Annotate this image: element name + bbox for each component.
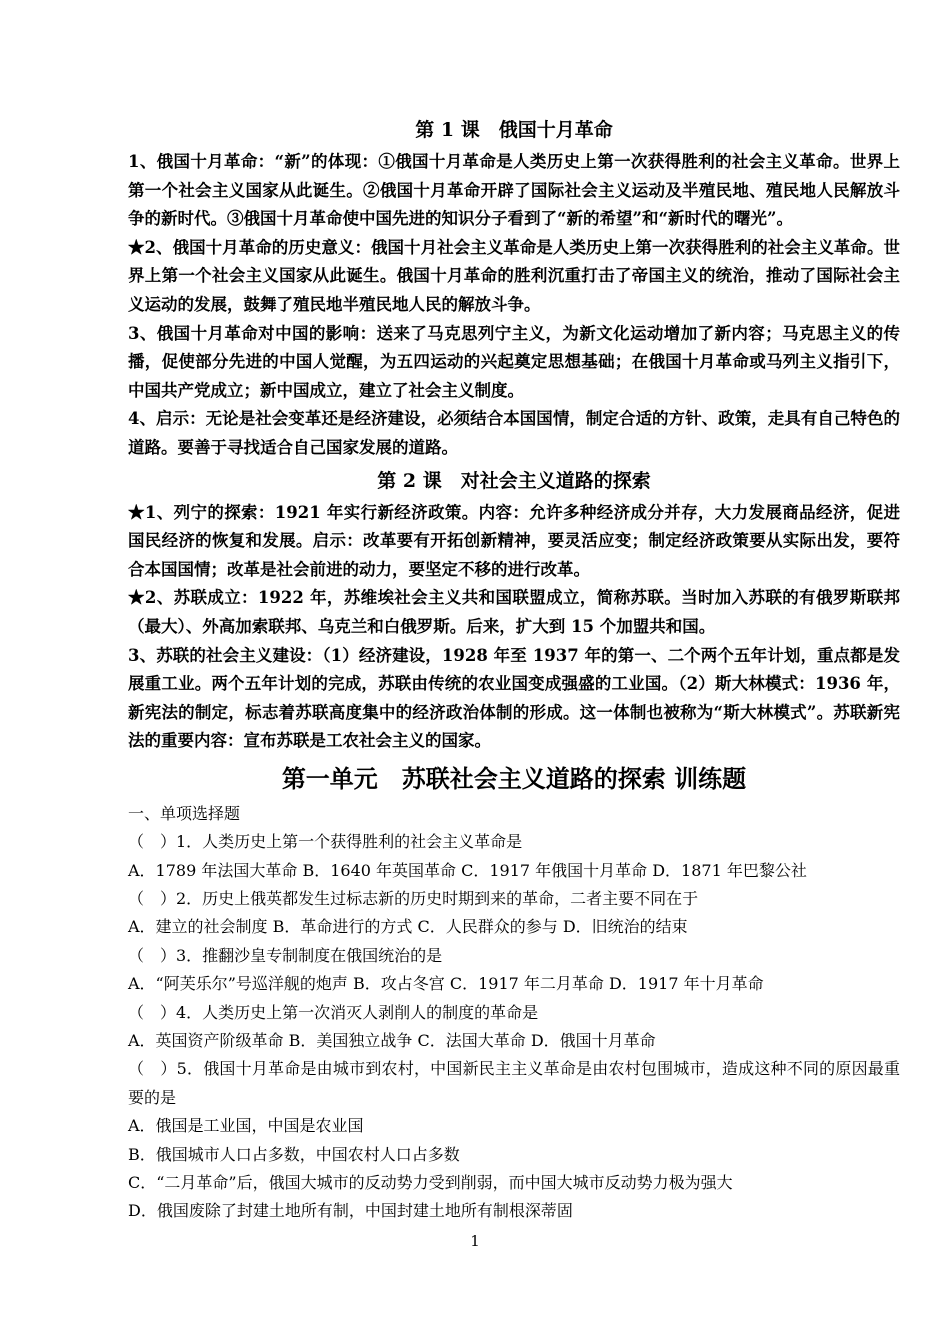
question-2-stem: （ ）2．历史上俄英都发生过标志新的历史时期到来的革命，二者主要不同在于 <box>128 889 699 909</box>
lesson2-point-2: ★2、苏联成立：1922 年，苏维埃社会主义共和国联盟成立，简称苏联。当时加入苏联的有俄罗斯联邦（最大）、外高加索联邦、乌克兰和白俄罗斯。后来，扩大到 15 个加盟共和国。 <box>128 588 900 636</box>
question-1-stem: （ ）1．人类历史上第一个获得胜利的社会主义革命是 <box>128 832 523 852</box>
lesson1-point-1: 1、俄国十月革命：“新”的体现：①俄国十月革命是人类历史上第一次获得胜利的社会主义革命。世界上第一个社会主义国家从此诞生。②俄国十月革命开辟了国际社会主义运动及半殖民地、殖民地人民解放斗争的新时代。③俄国十月革命使中国先进的知识分子看到了“新的希望”和“新时代的曙光”。 <box>128 152 900 229</box>
page-number: 1 <box>470 1232 480 1250</box>
lesson1-point-2: ★2、俄国十月革命的历史意义：俄国十月社会主义革命是人类历史上第一次获得胜利的社会主义革命。世界上第一个社会主义国家从此诞生。俄国十月革命的胜利沉重打击了帝国主义的统治，推动了国际社会主义运动的发展，鼓舞了殖民地半殖民地人民的解放斗争。 <box>128 237 900 314</box>
question-3-stem: （ ）3．推翻沙皇专制制度在俄国统治的是 <box>128 945 443 965</box>
lesson1-point-4: 4、启示：无论是社会变革还是经济建设，必须结合本国国情，制定合适的方针、政策，走具有自己特色的道路。要善于寻找适合自己国家发展的道路。 <box>128 409 900 457</box>
question-5-option-b: B．俄国城市人口占多数，中国农村人口占多数 <box>128 1144 460 1164</box>
question-4-stem: （ ）4．人类历史上第一次消灭人剥削人的制度的革命是 <box>128 1002 539 1022</box>
question-4-options: A．英国资产阶级革命 B．美国独立战争 C．法国大革命 D．俄国十月革命 <box>128 1031 656 1050</box>
lesson2-point-1: ★1、列宁的探索：1921 年实行新经济政策。内容：允许多种经济成分并存，大力发展商品经济，促进国民经济的恢复和发展。启示：改革要有开拓创新精神，要灵活应变；制定经济政策要从实际出发，要符合本国国情；改革是社会前进的动力，要坚定不移的进行改革。 <box>128 502 900 579</box>
question-2-options: A．建立的社会制度 B．革命进行的方式 C．人民群众的参与 D．旧统治的结束 <box>128 917 688 937</box>
section-heading: 一、单项选择题 <box>128 803 241 823</box>
question-1-options: A．1789 年法国大革命 B．1640 年英国革命 C．1917 年俄国十月革命 D．1871 年巴黎公社 <box>128 860 807 880</box>
lesson1-point-3: 3、俄国十月革命对中国的影响：送来了马克思列宁主义，为新文化运动增加了新内容；马克思主义的传播，促使部分先进的中国人觉醒，为五四运动的兴起奠定思想基础；在俄国十月革命或马列主义指引下，中国共产党成立；新中国成立，建立了社会主义制度。 <box>128 323 900 400</box>
question-5-stem: （ ）5．俄国十月革命是由城市到农村，中国新民主主义革命是由农村包围城市，造成这种不同的原因最重要的是 <box>128 1059 900 1107</box>
page-content <box>128 112 900 1226</box>
lesson2-title: 第 2 课 对社会主义道路的探索 <box>377 469 651 492</box>
question-5-option-c: C．“二月革命”后，俄国大城市的反动势力受到削弱，而中国大城市反动势力极为强大 <box>128 1172 733 1192</box>
question-5-option-a: A．俄国是工业国，中国是农业国 <box>128 1116 364 1136</box>
question-5-option-d: D．俄国废除了封建土地所有制，中国封建土地所有制根深蒂固 <box>128 1201 573 1221</box>
lesson1-title: 第 1 课 俄国十月革命 <box>415 119 613 141</box>
question-3-options: A．“阿芙乐尔”号巡洋舰的炮声 B．攻占冬宫 C．1917 年二月革命 D．1917 年十月革命 <box>128 974 764 994</box>
lesson2-point-3: 3、苏联的社会主义建设：（1）经济建设，1928 年至 1937 年的第一、二个两个五年计划，重点都是发展重工业。两个五年计划的完成，苏联由传统的农业国变成强盛的工业国。（2）斯大林模式：1936 年，新宪法的制定，标志着苏联高度集中的经济政治体制的形成。这一体制也被称为“斯大林模式”。苏联新宪法的重要内容：宣布苏联是工农社会主义的国家。 <box>128 645 900 751</box>
exercise-title: 第一单元 苏联社会主义道路的探索 训练题 <box>281 763 747 793</box>
